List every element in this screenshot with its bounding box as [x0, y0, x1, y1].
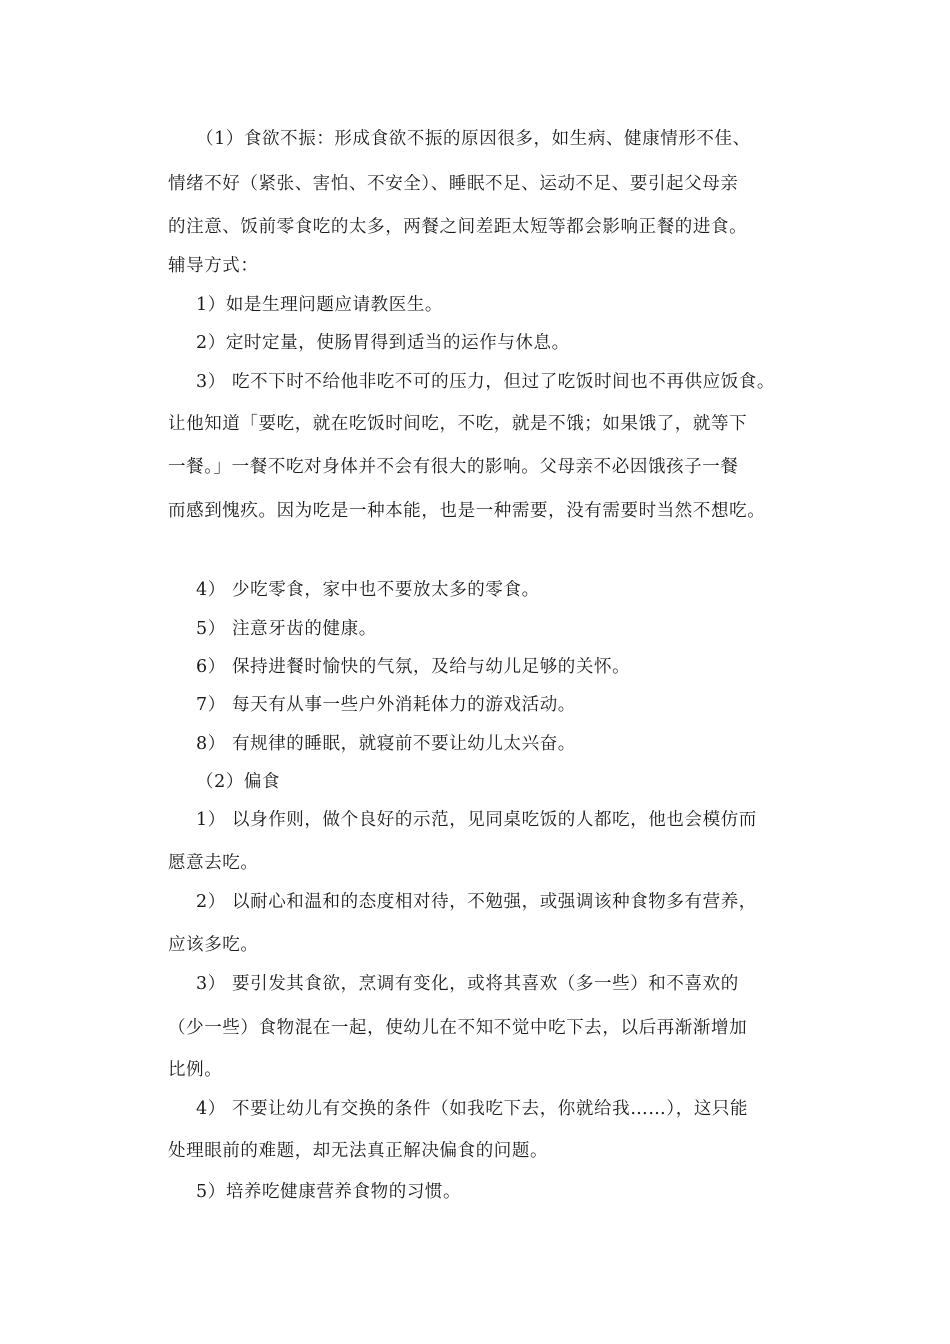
s1-item-3-line-4: 而感到愧疚。因为吃是一种本能，也是一种需要，没有需要时当然不想吃。 [168, 501, 766, 521]
s1-item-3-line-2: 让他知道「要吃，就在吃饭时间吃，不吃，就是不饿；如果饿了，就等下 [168, 414, 748, 434]
s2-item-2-line-1: 2） 以耐心和温和的态度相对待，不勉强，或强调该种食物多有营养， [196, 892, 757, 912]
section1-heading-line-2: 情绪不好（紧张、害怕、不安全）、睡眠不足、运动不足、要引起父母亲 [168, 174, 739, 194]
s1-item-1-line-1: 1）如是生理问题应请教医生。 [196, 295, 444, 315]
s2-item-3-line-3: 比例。 [168, 1060, 223, 1080]
s1-item-8-line-1: 8） 有规律的睡眠，就寝前不要让幼儿太兴奋。 [196, 734, 576, 754]
s2-item-3-line-2: （少一些）食物混在一起，使幼儿在不知不觉中吃下去，以后再渐渐增加 [168, 1018, 748, 1038]
s2-item-5-line-1: 5）培养吃健康营养食物的习惯。 [196, 1182, 462, 1202]
section1-heading-line-3: 的注意、饭前零食吃的太多，两餐之间差距太短等都会影响正餐的进食。 [168, 217, 748, 237]
s1-item-3-line-1: 3） 吃不下时不给他非吃不可的压力，但过了吃饭时间也不再供应饭食。 [196, 372, 775, 392]
s1-item-3-line-3: 一餐。」一餐不吃对身体并不会有很大的影响。父母亲不必因饿孩子一餐 [168, 457, 739, 477]
s1-item-4-line-1: 4） 少吃零食，家中也不要放太多的零食。 [196, 580, 540, 600]
section1-heading-line-1: （1）食欲不振：形成食欲不振的原因很多，如生病、健康情形不佳、 [196, 129, 751, 149]
s2-item-4-line-2: 处理眼前的难题，却无法真正解决偏食的问题。 [168, 1141, 549, 1161]
s2-item-1-line-1: 1） 以身作则，做个良好的示范，见同桌吃饭的人都吃，他也会模仿而 [196, 810, 757, 830]
s1-item-7-line-1: 7） 每天有从事一些户外消耗体力的游戏活动。 [196, 695, 576, 715]
s2-item-3-line-1: 3） 要引发其食欲，烹调有变化，或将其喜欢（多一些）和不喜欢的 [196, 974, 739, 994]
s1-item-5-line-1: 5） 注意牙齿的健康。 [196, 619, 377, 639]
guidance-label: 辅导方式： [168, 256, 259, 276]
s1-item-2-line-1: 2）定时定量，使肠胃得到适当的运作与休息。 [196, 333, 570, 353]
section2-heading: （2）偏食 [196, 772, 281, 792]
s2-item-4-line-1: 4） 不要让幼儿有交换的条件（如我吃下去，你就给我……），这只能 [196, 1099, 749, 1119]
s2-item-2-line-2: 应该多吃。 [168, 935, 259, 955]
s1-item-6-line-1: 6） 保持进餐时愉快的气氛，及给与幼儿足够的关怀。 [196, 657, 631, 677]
s2-item-1-line-2: 愿意去吃。 [168, 853, 259, 873]
